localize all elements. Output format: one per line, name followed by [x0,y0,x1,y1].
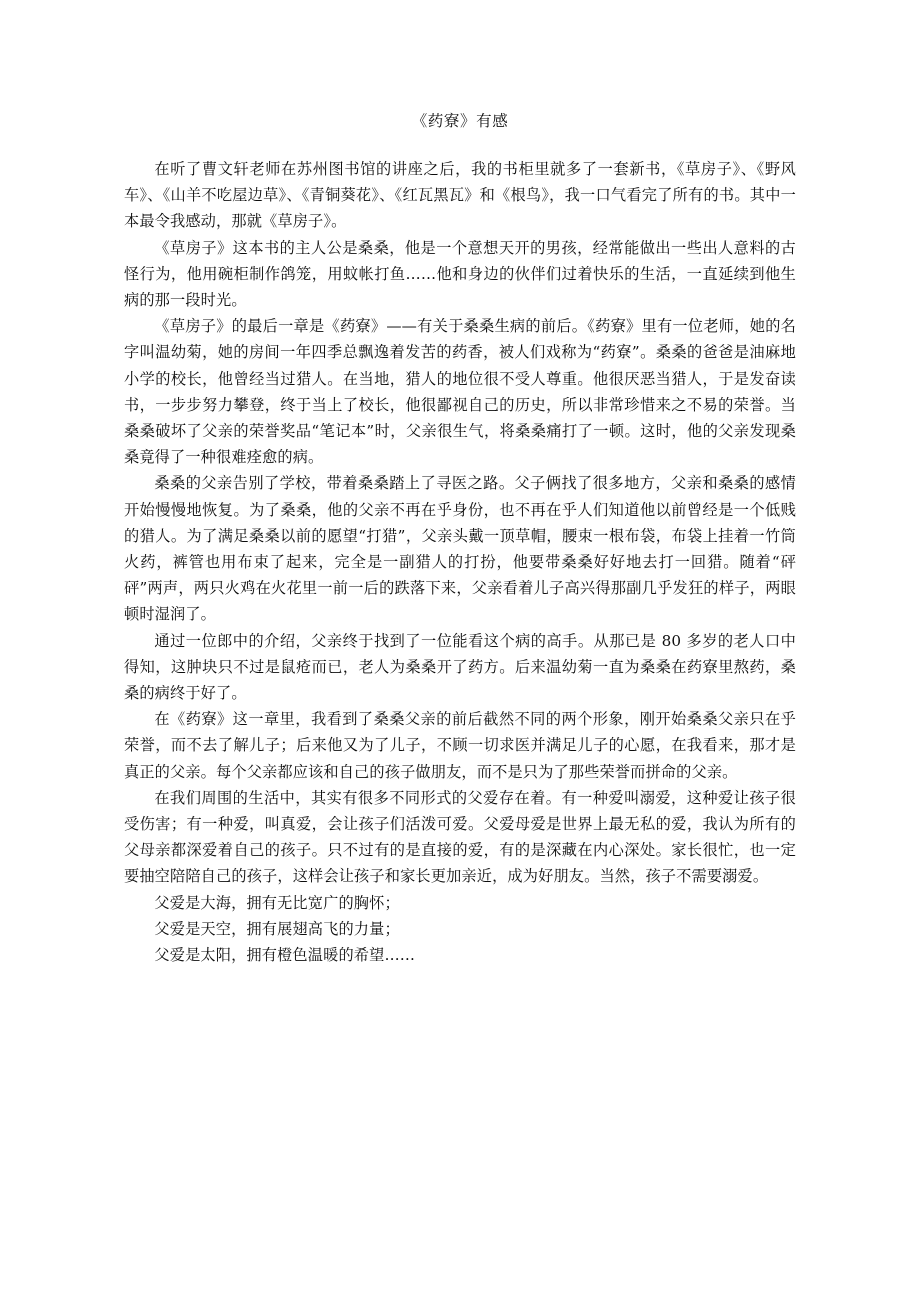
paragraph: 在听了曹文轩老师在苏州图书馆的讲座之后，我的书柜里就多了一套新书，《草房子》、《野风车》、《山羊不吃屋边草》、《青铜葵花》、《红瓦黑瓦》和《根鸟》，我一口气看完了所有的书。其中一本最令我感动，那就《草房子》。 [124,160,796,231]
paragraph: 通过一位郎中的介绍，父亲终于找到了一位能看这个病的高手。从那已是 80 多岁的老人口中得知，这肿块只不过是鼠疮而已，老人为桑桑开了药方。后来温幼菊一直为桑桑在药寮里熬药，桑桑的病终于好了。 [124,631,796,703]
page-title: 《药寮》有感 [411,112,509,130]
document-body [124,108,796,968]
closing-line: 父爱是天空，拥有展翅高飞的力量； [154,919,400,938]
paragraph: 在我们周围的生活中，其实有很多不同形式的父爱存在着。有一种爱叫溺爱，这种爱让孩子很受伤害；有一种爱，叫真爱，会让孩子们活泼可爱。父爱母爱是世界上最无私的爱，我认为所有的父母亲都深爱着自己的孩子。只不过有的是直接的爱，有的是深藏在内心深处。家长很忙，也一定要抽空陪陪自己的孩子，这样会让孩子和家长更加亲近，成为好朋友。当然，孩子不需要溺爱。 [124,788,796,886]
paragraph: 《草房子》这本书的主人公是桑桑，他是一个意想天开的男孩，经常能做出一些出人意料的古怪行为，他用碗柜制作鸽笼，用蚊帐打鱼……他和身边的伙伴们过着快乐的生活，一直延续到他生病的那一段时光。 [124,238,796,310]
paragraph: 桑桑的父亲告别了学校，带着桑桑踏上了寻医之路。父子俩找了很多地方，父亲和桑桑的感情开始慢慢地恢复。为了桑桑，他的父亲不再在乎身份，也不再在乎人们知道他以前曾经是一个低贱的猎人。为了满足桑桑以前的愿望“打猎”，父亲头戴一顶草帽，腰束一根布袋，布袋上挂着一竹筒火药，裤管也用布束了起来，完全是一副猎人的打扮，他要带桑桑好好地去打一回猎。随着“砰砰”两声，两只火鸡在火花里一前一后的跌落下来，父亲看着儿子高兴得那副几乎发狂的样子，两眼顿时湿润了。 [124,474,796,624]
closing-line: 父爱是太阳，拥有橙色温暖的希望…… [154,946,416,965]
paragraph: 《草房子》的最后一章是《药寮》——有关于桑桑生病的前后。《药寮》里有一位老师，她的名字叫温幼菊，她的房间一年四季总飘逸着发苦的药香，被人们戏称为“药寮”。桑桑的爸爸是油麻地小学的校长，他曾经当过猎人。在当地，猎人的地位很不受人尊重。他很厌恶当猎人，于是发奋读书，一步步努力攀登，终于当上了校长，他很鄙视自己的历史，所以非常珍惜来之不易的荣誉。当桑桑破坏了父亲的荣誉奖品“笔记本”时，父亲很生气，将桑桑痛打了一顿。这时，他的父亲发现桑桑竟得了一种很难痊愈的病。 [124,317,796,467]
paragraph: 在《药寮》这一章里，我看到了桑桑父亲的前后截然不同的两个形象，刚开始桑桑父亲只在乎荣誉，而不去了解儿子；后来他又为了儿子，不顾一切求医并满足儿子的心愿，在我看来，那才是真正的父亲。每个父亲都应该和自己的孩子做朋友，而不是只为了那些荣誉而拼命的父亲。 [124,710,796,781]
closing-line: 父爱是大海，拥有无比宽广的胸怀； [154,893,400,912]
